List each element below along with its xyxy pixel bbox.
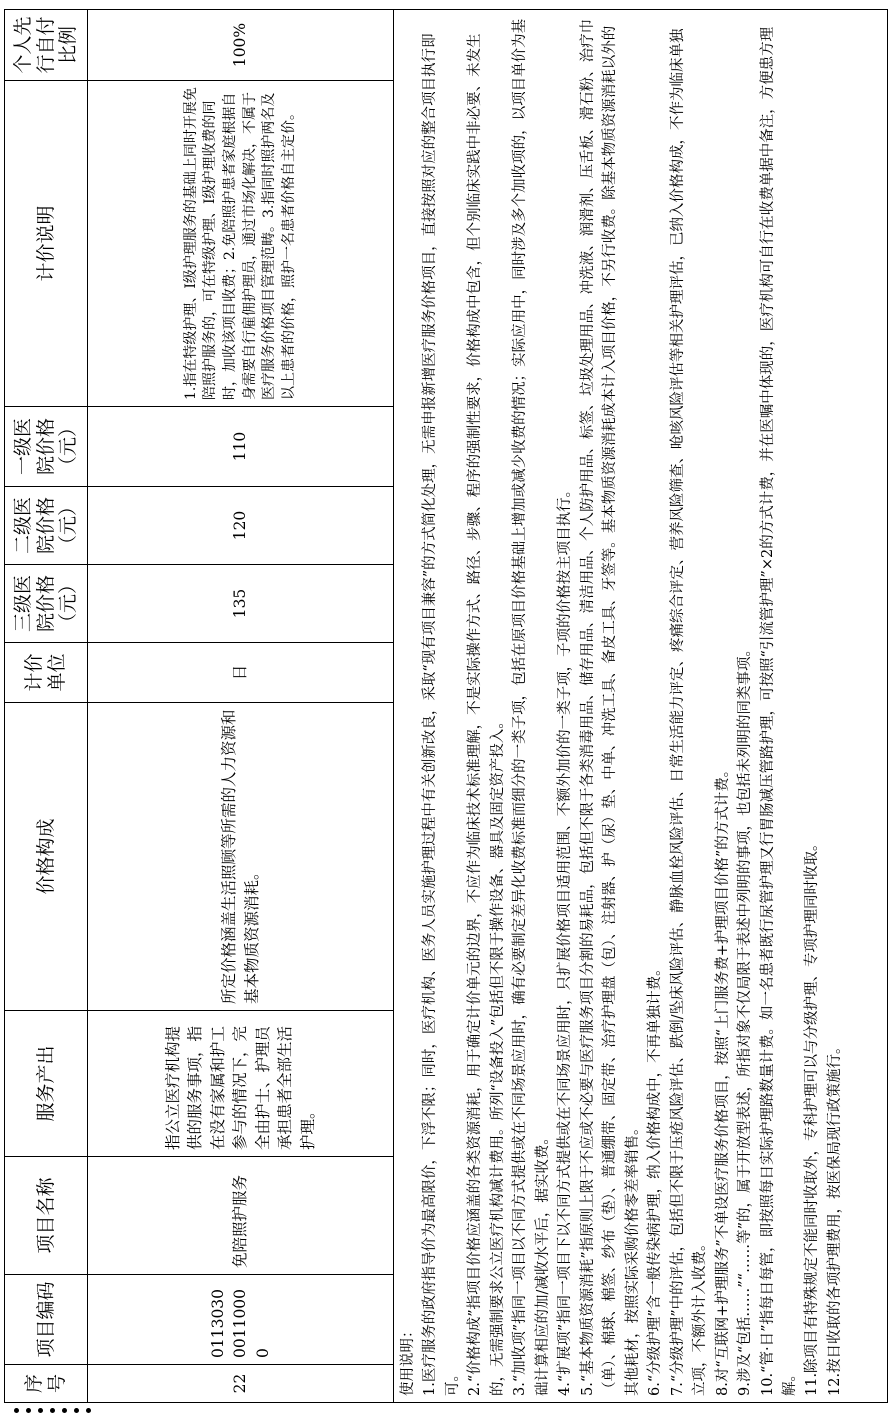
usage-note-10: 10.“管·日”指每日每管，即按照每日实际护理路数量计费。如一名患者既行尿管护理又行胃肠减压管路护理，可按照“引流管护理”×2的方式计费，并在医嘱中体现的，医疗机构可自行在收费单据中备注，方便患方理解。	[759, 26, 798, 1396]
usage-note-5: 5.“基本物质资源消耗”指原则上限于不应或不必要与医疗服务项目分割的易耗品，包括但不限于各类消毒用品、储存用品、清洁用品、个人防护用品、标签、垃圾处理用品、冲洗液、润滑剂、压舌板、滑石粉、治疗巾（单）、棉球、棉签、纱布（垫）、普通绷带、固定带、治疗护理盘（包）、注射器、护（尿）垫、中单、冲洗工具、备皮工具、牙签等。基本物质资源消耗成本计入项目价格，不另行收费。除基本物质资源消耗以外的其他耗材，按照实际采购价格零差率销售。	[579, 18, 641, 1396]
dot	[74, 1408, 79, 1413]
usage-note-9: 9.涉及“包括……”“……等”的，属于开放型表述，所指对象不仅局限于表述中列明的事项，也包括未列明的同类事项。	[737, 642, 754, 1396]
usage-note-11: 11.除项目有特殊规定不能同时收取外，专科护理可以与分级护理、专项护理同时收取。	[804, 836, 821, 1396]
usage-note-6: 6.“分级护理”含一般传染病护理，纳入价格构成中，不再单独计费。	[647, 961, 664, 1396]
usage-note-3: 3.“加收项”指同一项目以不同方式提供或在不同场景应用时，确有必要制定差异化收费标准而细分的一类子项，包括在原项目价格基础上增加或减少收费的情况；实际应用中，同时涉及多个加收项的，以项目单价为基础计算相应的加/减收水平后，据实收费。	[512, 18, 551, 1396]
cell-pricing-note: 1.指在特级护理、Ⅰ级护理服务的基础上同时开展免陪照护服务的，可在特级护理、Ⅰ级护理收费的同时，加收该项目收费；2.免陪照护患者家庭根据自身需要自行雇佣护理员，通过市场化解决，不属于医疗服务价格项目管理范畴。3.指同时照护两名及以上患者的价格，照护一名患者价格自主定价。	[88, 81, 394, 407]
dot	[86, 1408, 91, 1413]
table-row	[88, 10, 394, 1403]
price-table	[4, 9, 888, 1403]
usage-note-7: 7.“分级护理”中的评估，包括但不限于压疮风险评估、跌倒/坠床风险评估、静脉血栓风险评估、日常生活能力评定、疼痛综合评定、营养风险筛查、呛咳风险评估等相关护理评估，已纳入价格构成，不作为临床单独立项，不额外计入收费。	[669, 28, 709, 1396]
notes-row	[394, 10, 888, 1403]
cell-tier3: 135	[88, 565, 394, 643]
cell-name: 免陪照护服务	[88, 1157, 394, 1275]
ellipsis-dots	[14, 1398, 98, 1417]
usage-notes-title: 使用说明：	[400, 1323, 416, 1396]
cell-code: 011303000110000	[88, 1275, 394, 1365]
dot	[26, 1408, 31, 1413]
cell-tier1: 110	[88, 407, 394, 487]
header-name: 项目名称	[5, 1157, 88, 1275]
header-pricing-note: 计价说明	[5, 81, 88, 407]
dot	[50, 1408, 55, 1413]
cell-tier2: 120	[88, 487, 394, 565]
header-tier2: 二级医院价格（元）	[5, 487, 88, 565]
header-price-composition: 价格构成	[5, 703, 88, 1011]
usage-note-1: 1.医疗服务的政府指导价为最高限价，下浮不限；同时，医疗机构、医务人员实施护理过程中有关创新改良，采取“现有项目兼容”的方式简化处理，无需申报新增医疗服务价格项目，直接按照对应的整合项目执行即可。	[422, 33, 461, 1396]
dot	[62, 1408, 67, 1413]
cell-seq: 22	[88, 1365, 394, 1403]
dot	[38, 1408, 43, 1413]
cell-output: 指公立医疗机构提供的服务事项，指在没有家属和护工参与的情况下，完全由护士、护理员承担患者全部生活护理。	[88, 1011, 394, 1157]
cell-price-composition: 所定价格涵盖生活照顾等所需的人力资源和基本物质资源消耗。	[88, 703, 394, 1011]
header-output: 服务产出	[5, 1011, 88, 1157]
cell-unit: 日	[88, 643, 394, 703]
usage-notes	[394, 10, 888, 1403]
usage-note-4: 4.“扩展项”指同一项目下以不同方式提供或在不同场景应用时，只扩展价格项目适用范围、不额外加价的一类子项，子项的价格按主项目执行。	[557, 482, 574, 1396]
header-seq: 序号	[5, 1365, 88, 1403]
dot	[14, 1408, 19, 1413]
header-tier3: 三级医院价格（元）	[5, 565, 88, 643]
cell-self-pay: 100%	[88, 10, 394, 81]
header-code: 项目编码	[5, 1275, 88, 1365]
usage-note-12: 12.按日收取的各项护理费用，按医保局现行政策施行。	[826, 1039, 843, 1396]
usage-note-2: 2.“价格构成”指项目价格应涵盖的各类资源消耗，用于确定计价单元的边界，不应作为临床技术标准理解，不是实际操作方式、路径、步骤、程序的强制性要求，价格构成中包含，但个别临床实践中非必要、未发生的，无需强制要求公立医疗机构减计费用。所列“设备投入”包括但不限于操作设备、器具及固定资产投入。	[467, 33, 506, 1396]
header-row	[5, 10, 88, 1403]
header-self-pay: 个人先行自付比例	[5, 10, 88, 81]
header-tier1: 一级医院价格（元）	[5, 407, 88, 487]
header-unit: 计价单位	[5, 643, 88, 703]
usage-note-8: 8.对“互联网+护理服务”不单设医疗服务价格项目，按照“上门服务费+护理项目价格”的方式计费。	[714, 762, 731, 1396]
